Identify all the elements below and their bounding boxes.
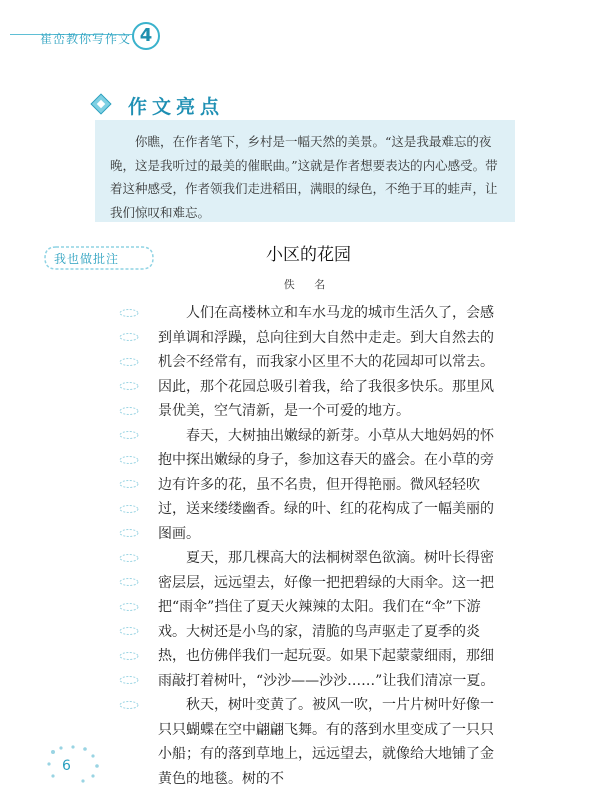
annotation-mark-icon: [118, 700, 140, 710]
annotation-mark-icon: [118, 381, 140, 391]
annotation-mark-icon: [118, 553, 140, 563]
annotation-mark-icon: [118, 602, 140, 612]
annotation-mark-icon: [118, 528, 140, 538]
annotation-mark-icon: [118, 308, 140, 318]
highlights-title: 作文亮点: [128, 96, 225, 118]
page-number: 6: [62, 758, 71, 774]
essay-paragraph: 人们在高楼林立和车水马龙的城市生活久了，会感到单调和浮躁，总向往到大自然中走走。到大自然去的机会不经常有，而我家小区里不大的花园却可以常去。因此，那个花园总吸引着我，给了我很多快乐。那里风景优美，空气清新，是一个可爱的地方。: [158, 305, 494, 419]
annotation-mark-icon: [118, 626, 140, 636]
annotation-mark-icon: [118, 577, 140, 587]
highlights-text: [110, 130, 508, 224]
annotation-mark-icon: [118, 406, 140, 416]
page-number-dots-icon: [45, 744, 105, 784]
essay-title: 小区的花园: [266, 245, 351, 265]
series-title: 崔峦教你写作文: [40, 32, 132, 46]
essay-paragraph: 春天，大树抽出嫩绿的新芽。小草从大地妈妈的怀抱中探出嫩绿的身子，参加这春天的盛会。在小草的旁边有许多的花，虽不名贵，但开得艳丽。微风轻轻吹过，送来缕缕幽香。绿的叶、红的花构成了一幅美丽的图画。: [158, 427, 494, 542]
annotation-mark-icon: [118, 504, 140, 514]
annotation-mark-icon: [118, 430, 140, 440]
annotation-mark-icon: [118, 357, 140, 367]
essay-author: 佚 名: [283, 278, 334, 291]
annotation-mark-icon: [118, 675, 140, 685]
comment-badge-label: 我也做批注: [54, 252, 120, 266]
pencil-diamond-icon: [88, 91, 116, 119]
essay-paragraph: 夏天，那几棵高大的法桐树翠色欲滴。树叶长得密密层层，远远望去，好像一把把碧绿的大雨伞。这一把把“雨伞”挡住了夏天火辣辣的太阳。我们在“伞”下游戏。大树还是小鸟的家，清脆的鸟声驱走了夏季的炎热，也仿佛伴我们一起玩耍。如果下起蒙蒙细雨，那细雨敲打着树叶，“沙沙——沙沙……”让我们清凉一夏。: [158, 550, 495, 689]
essay-body: [158, 301, 503, 791]
annotation-mark-icon: [118, 479, 140, 489]
essay-paragraph: 秋天，树叶变黄了。被风一吹，一片片树叶好像一只只蝴蝶在空中翩翩飞舞。有的落到水里变成了一只只小船；有的落到草地上，远远望去，就像给大地铺了金黄色的地毯。树的不: [158, 697, 494, 787]
annotation-mark-icon: [118, 332, 140, 342]
annotation-mark-icon: [118, 455, 140, 465]
annotation-mark-icon: [118, 651, 140, 661]
volume-number: 4: [132, 22, 160, 50]
highlights-paragraph: 你瞧，在作者笔下，乡村是一幅天然的美景。“这是我最难忘的夜晚，这是我听过的最美的催眠曲。”这就是作者想要表达的内心感受。带着这种感受，作者领我们走进稻田，满眼的绿色，不绝于耳的蛙声，让我们惊叹和难忘。: [110, 134, 498, 220]
